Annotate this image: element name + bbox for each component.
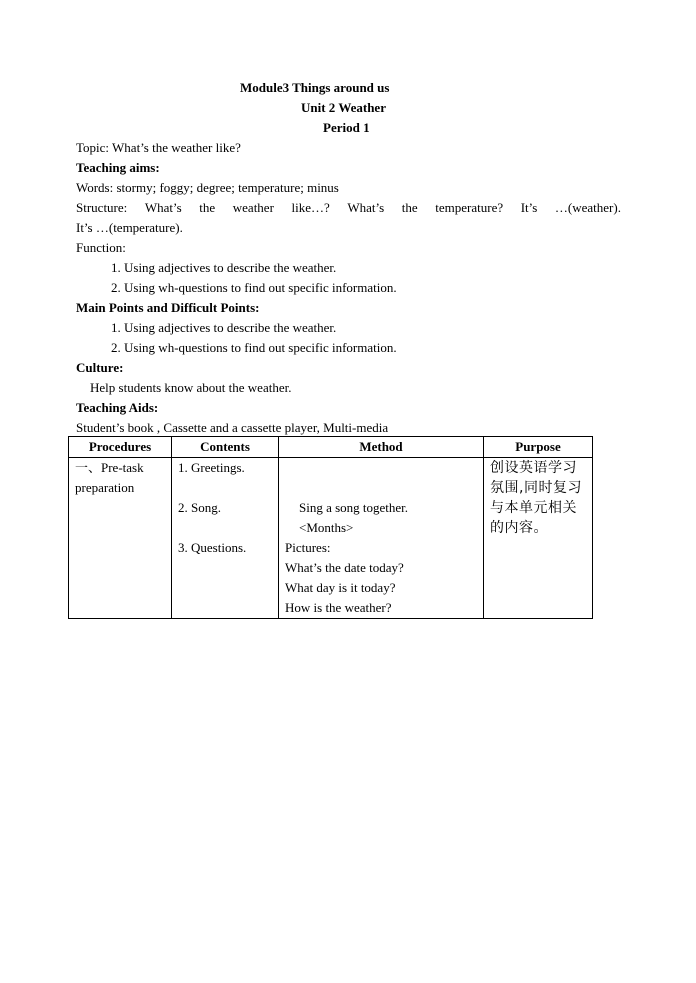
topic-line: Topic: What’s the weather like? [76,140,241,155]
method-line: What day is it today? [285,580,396,595]
structure-word: temperature? [435,200,504,215]
culture-heading: Culture: [76,360,124,375]
header-method: Method [279,437,484,458]
structure-word: Structure: [76,200,128,215]
spacer [178,518,272,538]
structure-word: It’s [520,200,538,215]
spacer [285,478,477,498]
main-points-heading: Main Points and Difficult Points: [76,300,260,315]
words-line: Words: stormy; foggy; degree; temperature; minus [76,180,339,195]
purpose-cell [484,458,593,619]
table-row [69,458,593,619]
structure-word: …(weather). [554,200,621,215]
method-cell [279,458,484,619]
structure-word: the [199,200,216,215]
method-line: <Months> [299,520,354,535]
main-point-item: 1. Using adjectives to describe the weather. [111,320,337,335]
method-line: Pictures: [285,540,331,555]
procedure-line: 一、Pre-task [75,460,144,475]
structure-word: like…? [291,200,330,215]
content-item: 3. Questions. [178,540,247,555]
procedure-line: preparation [75,480,135,495]
main-point-item: 2. Using wh-questions to find out specific information. [111,340,397,355]
table-header-row [69,437,593,458]
structure-line [76,198,621,218]
header-contents: Contents [172,437,279,458]
teaching-aims-heading: Teaching aims: [76,160,160,175]
module-title: Module3 Things around us [240,80,390,95]
function-item: 1. Using adjectives to describe the weather. [111,260,337,275]
structure-word: weather [232,200,274,215]
function-item: 2. Using wh-questions to find out specific information. [111,280,397,295]
culture-text: Help students know about the weather. [90,380,292,395]
structure-word: What’s [347,200,385,215]
procedures-table [68,436,593,619]
structure-word: What’s [144,200,182,215]
contents-cell [172,458,279,619]
content-item: 1. Greetings. [178,460,245,475]
procedure-cell [69,458,172,619]
header-purpose: Purpose [484,437,593,458]
method-line: Sing a song together. [299,500,409,515]
structure-word: the [401,200,418,215]
spacer [285,458,477,478]
content-item: 2. Song. [178,500,221,515]
period-title: Period 1 [323,120,370,135]
method-line: How is the weather? [285,600,392,615]
spacer [178,478,272,498]
function-label: Function: [76,240,126,255]
method-line: What’s the date today? [285,560,404,575]
structure-continuation: It’s …(temperature). [76,220,183,235]
purpose-text: 创设英语学习氛围,同时复习与本单元相关的内容。 [490,460,582,536]
teaching-aids-heading: Teaching Aids: [76,400,159,415]
header-procedures: Procedures [69,437,172,458]
unit-title: Unit 2 Weather [301,100,386,115]
teaching-aids-text: Student’s book , Cassette and a cassette player, Multi-media [76,420,389,435]
